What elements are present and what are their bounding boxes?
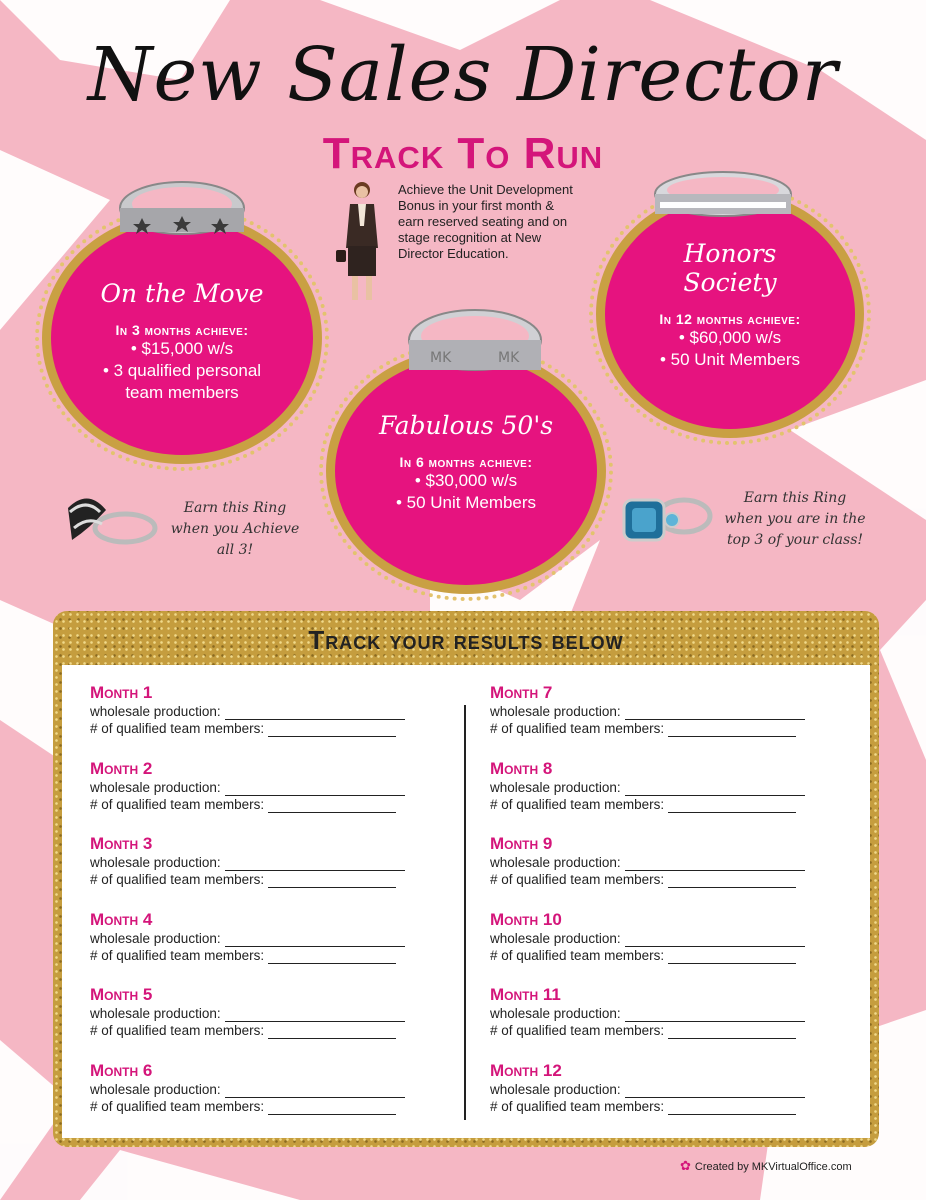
- wholesale-label: wholesale production:: [90, 855, 221, 870]
- wholesale-label: wholesale production:: [490, 1006, 621, 1021]
- wholesale-field[interactable]: [625, 858, 805, 871]
- wholesale-field[interactable]: [625, 1085, 805, 1098]
- month-title: Month 8: [490, 758, 553, 778]
- wholesale-label: wholesale production:: [90, 1006, 221, 1021]
- months-column-left: [90, 683, 440, 1136]
- month-block: [90, 759, 440, 835]
- team-label: # of qualified team members:: [90, 947, 265, 963]
- month-block: [490, 1061, 840, 1137]
- earn-note-line: top 3 of your class!: [726, 532, 864, 548]
- month-block: [490, 910, 840, 986]
- team-members-field[interactable]: [668, 1026, 796, 1039]
- tracker-form: [62, 665, 870, 1138]
- team-members-field[interactable]: [268, 1026, 396, 1039]
- butterfly-icon: ✿: [680, 1158, 691, 1173]
- month-block: [90, 834, 440, 910]
- wholesale-label: wholesale production:: [90, 1081, 221, 1097]
- circle-heading: In 12 months achieve:: [659, 311, 801, 327]
- page-title: New Sales Director: [87, 32, 839, 118]
- earn-note-line: all 3!: [216, 542, 254, 558]
- intro-text: Achieve the Unit Development Bonus in your first month & earn reserved seating and on stage recognition at New Director Education.: [398, 182, 573, 261]
- wholesale-field[interactable]: [625, 934, 805, 947]
- team-members-field[interactable]: [268, 951, 396, 964]
- circle-heading: In 6 months achieve:: [399, 454, 533, 470]
- earn-note-line: Earn this Ring: [183, 500, 287, 516]
- team-members-field[interactable]: [668, 724, 796, 737]
- month-title: Month 7: [490, 683, 553, 702]
- month-title: Month 1: [90, 683, 153, 702]
- team-label: # of qualified team members:: [490, 1098, 665, 1114]
- wholesale-label: wholesale production:: [490, 855, 621, 870]
- wholesale-field[interactable]: [225, 934, 405, 947]
- wholesale-label: wholesale production:: [90, 779, 221, 795]
- tracker-title: Track your results below: [308, 625, 624, 655]
- results-tracker: [53, 611, 879, 1147]
- earn-ring-note-left: [160, 498, 310, 561]
- months-column-right: [490, 683, 840, 1136]
- team-members-field[interactable]: [668, 951, 796, 964]
- team-members-field[interactable]: [268, 1102, 396, 1115]
- month-block: [90, 910, 440, 986]
- svg-text:MK: MK: [498, 350, 520, 366]
- page-subtitle: Track To Run: [322, 129, 604, 178]
- team-members-field[interactable]: [268, 724, 396, 737]
- on-the-move-circle: [42, 212, 322, 464]
- circle-line: • 50 Unit Members: [659, 350, 801, 369]
- team-members-field[interactable]: [668, 875, 796, 888]
- month-title: Month 10: [490, 909, 562, 929]
- team-label: # of qualified team members:: [90, 1023, 265, 1038]
- wholesale-label: wholesale production:: [490, 930, 621, 946]
- month-block: [490, 683, 840, 759]
- month-title: Month 12: [490, 1060, 562, 1080]
- month-block: [90, 985, 440, 1061]
- team-members-field[interactable]: [268, 875, 396, 888]
- diamond-band-ring-image: [648, 168, 798, 230]
- wholesale-label: wholesale production:: [90, 930, 221, 946]
- team-label: # of qualified team members:: [490, 1023, 665, 1038]
- circle-title: Fabulous 50's: [378, 411, 554, 440]
- businesswoman-illustration: [332, 178, 392, 306]
- circle-title: On the Move: [100, 279, 264, 308]
- circle-title-line1: Honors: [683, 239, 777, 268]
- team-members-field[interactable]: [268, 800, 396, 813]
- team-label: # of qualified team members:: [90, 872, 265, 887]
- column-divider: [464, 705, 466, 1120]
- wholesale-field[interactable]: [225, 1009, 405, 1022]
- month-title: Month 3: [90, 834, 153, 853]
- black-diamond-ring-image: [60, 488, 160, 552]
- wholesale-label: wholesale production:: [490, 704, 621, 719]
- month-title: Month 5: [90, 985, 153, 1004]
- team-members-field[interactable]: [668, 1102, 796, 1115]
- earn-note-line: Earn this Ring: [743, 490, 847, 506]
- month-title: Month 11: [490, 985, 561, 1004]
- circle-line: • 3 qualified personal: [102, 361, 262, 380]
- earn-ring-note-right: [720, 488, 870, 551]
- circle-line: • $30,000 w/s: [414, 471, 518, 490]
- team-label: # of qualified team members:: [490, 721, 665, 736]
- team-label: # of qualified team members:: [90, 721, 265, 736]
- month-title: Month 2: [90, 758, 153, 778]
- month-block: [90, 683, 440, 759]
- team-label: # of qualified team members:: [490, 947, 665, 963]
- footer-credit: [680, 1158, 852, 1174]
- month-title: Month 9: [490, 834, 553, 853]
- circle-title-line2: Society: [683, 268, 777, 297]
- wholesale-field[interactable]: [625, 707, 805, 720]
- wholesale-label: wholesale production:: [490, 1081, 621, 1097]
- blue-topaz-ring-image: [616, 486, 716, 552]
- circle-line: • $15,000 w/s: [130, 339, 234, 358]
- earn-note-line: when you are in the: [724, 511, 866, 527]
- wholesale-label: wholesale production:: [490, 779, 621, 795]
- wholesale-field[interactable]: [625, 783, 805, 796]
- team-label: # of qualified team members:: [490, 796, 665, 812]
- mk-ring-image: [400, 300, 550, 390]
- month-block: [490, 759, 840, 835]
- star-ring-image: [112, 176, 252, 248]
- svg-text:MK: MK: [430, 350, 452, 366]
- wholesale-field[interactable]: [225, 783, 405, 796]
- month-title: Month 6: [90, 1060, 153, 1080]
- team-members-field[interactable]: [668, 800, 796, 813]
- wholesale-field[interactable]: [225, 1085, 405, 1098]
- wholesale-field[interactable]: [625, 1009, 805, 1022]
- month-title: Month 4: [90, 909, 153, 929]
- footer-credit-text: Created by MKVirtualOffice.com: [694, 1161, 852, 1173]
- team-label: # of qualified team members:: [490, 872, 665, 887]
- circle-line: • $60,000 w/s: [678, 328, 782, 347]
- month-block: [490, 985, 840, 1061]
- team-label: # of qualified team members:: [90, 1098, 265, 1114]
- circle-heading: In 3 months achieve:: [115, 322, 249, 338]
- team-label: # of qualified team members:: [90, 796, 265, 812]
- wholesale-label: wholesale production:: [90, 704, 221, 719]
- circle-line: team members: [125, 383, 239, 402]
- wholesale-field[interactable]: [225, 707, 405, 720]
- circle-line: • 50 Unit Members: [395, 493, 537, 512]
- earn-note-line: when you Achieve: [170, 521, 300, 537]
- month-block: [490, 834, 840, 910]
- month-block: [90, 1061, 440, 1137]
- wholesale-field[interactable]: [225, 858, 405, 871]
